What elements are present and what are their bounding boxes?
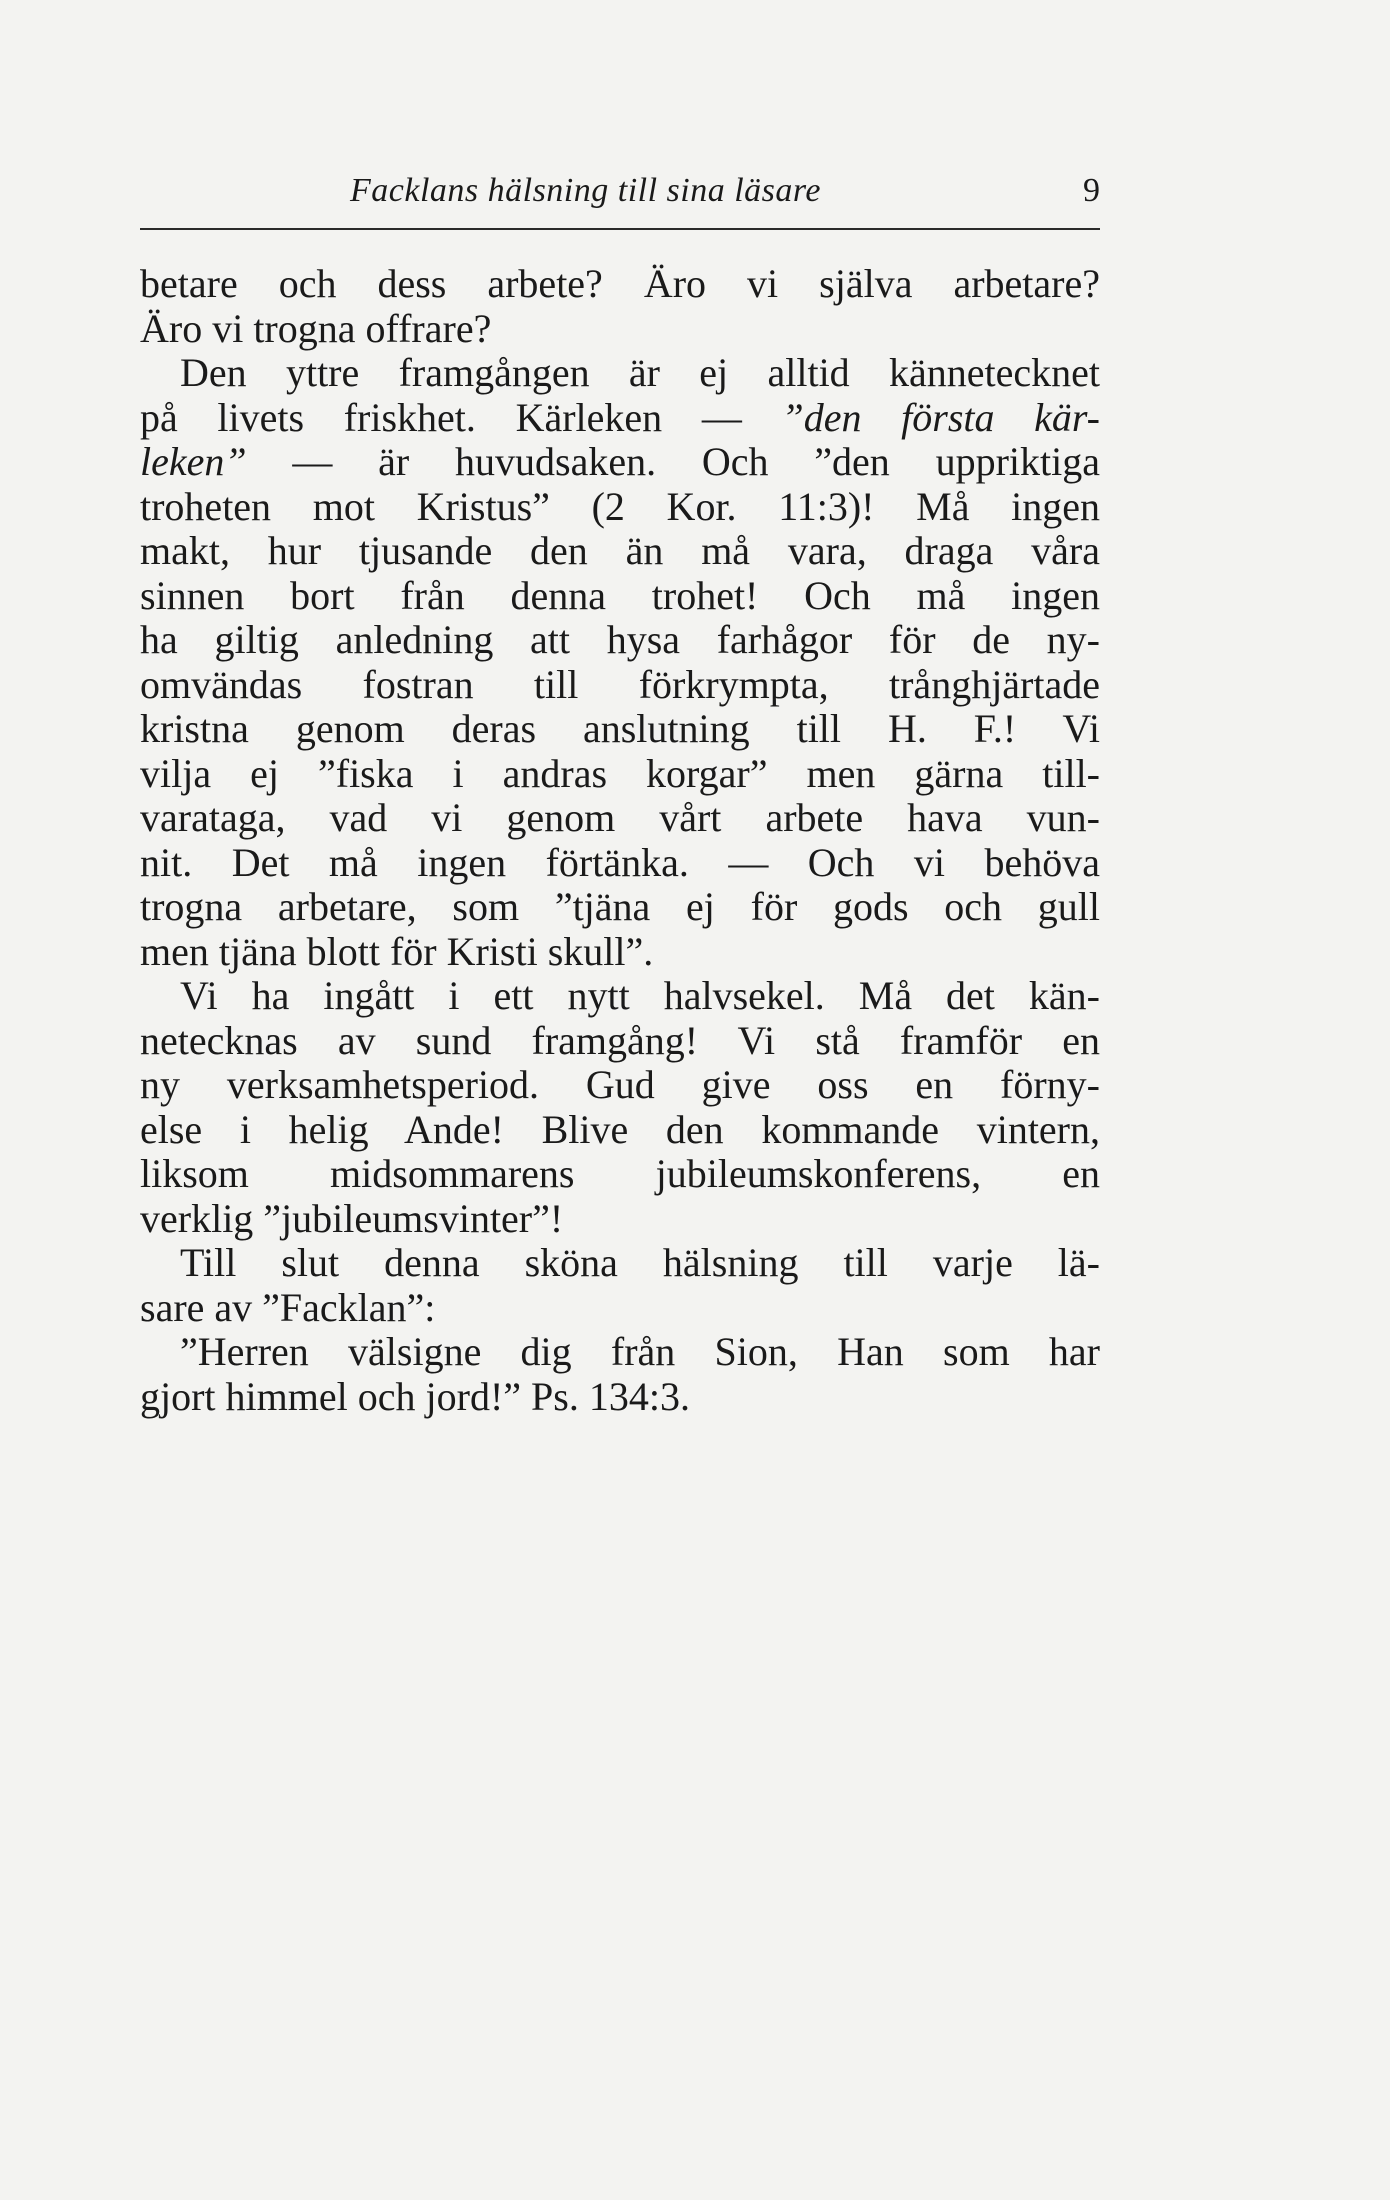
text-line: trogna arbetare, som ”tjäna ej för gods och gull (140, 884, 1100, 929)
text-line: kristna genom deras anslutning till H. F.! Vi (140, 706, 1100, 751)
text-line: ”Herren välsigne dig från Sion, Han som har (180, 1329, 1100, 1374)
text-line: Vi ha ingått i ett nytt halvsekel. Må det kän- (180, 973, 1100, 1018)
text-line: else i helig Ande! Blive den kommande vintern, (140, 1106, 1100, 1152)
text-line: Till slut denna sköna hälsning till varje lä- (180, 1240, 1100, 1285)
text-line-italic: ”den första kär- (781, 394, 1101, 440)
body-text (140, 262, 1100, 1419)
page-number: 9 (1083, 172, 1100, 209)
running-title: Facklans hälsning till sina läsare (350, 172, 821, 209)
text-line: liksom midsommarens jubileumskonferens, en (140, 1151, 1100, 1196)
text-line: troheten mot Kristus” (2 Kor. 11:3)! Må ingen (140, 483, 1100, 529)
text-line: gjort himmel och jord!” Ps. 134:3. (140, 1373, 690, 1419)
text-line: Den yttre framgången är ej alltid kännetecknet (180, 350, 1100, 395)
text-line: sinnen bort från denna trohet! Och må ingen (140, 572, 1100, 618)
text-line: nit. Det må ingen förtänka. — Och vi behöva (140, 839, 1100, 885)
text-line: vilja ej ”fiska i andras korgar” men gärna till- (140, 750, 1100, 796)
text-line: sare av ”Facklan”: (140, 1284, 436, 1330)
header-rule (140, 228, 1100, 230)
running-head (140, 172, 1100, 222)
text-line: netecknas av sund framgång! Vi stå framför en (140, 1017, 1100, 1063)
text-line: makt, hur tjusande den än må vara, draga våra (140, 528, 1100, 573)
text-line-roman: på livets friskhet. Kärleken — (140, 394, 782, 440)
text-line (140, 396, 1100, 441)
text-line: Äro vi trogna offrare? (140, 305, 492, 351)
text-line: ny verksamhetsperiod. Gud give oss en förny- (140, 1062, 1100, 1107)
text-line: men tjäna blott för Kristi skull”. (140, 928, 654, 974)
text-line: varataga, vad vi genom vårt arbete hava vun- (140, 795, 1100, 840)
text-line: verklig ”jubileumsvinter”! (140, 1195, 564, 1241)
text-line: omvändas fostran till förkrympta, trånghjärtade (140, 661, 1100, 707)
text-line: betare och dess arbete? Äro vi själva arbetare? (140, 261, 1100, 306)
text-line-roman: — är huvudsaken. Och ”den uppriktiga (246, 439, 1100, 484)
text-line (140, 440, 1100, 485)
text-line: ha giltig anledning att hysa farhågor för de ny- (140, 617, 1100, 662)
text-line-italic: leken” (140, 439, 247, 484)
